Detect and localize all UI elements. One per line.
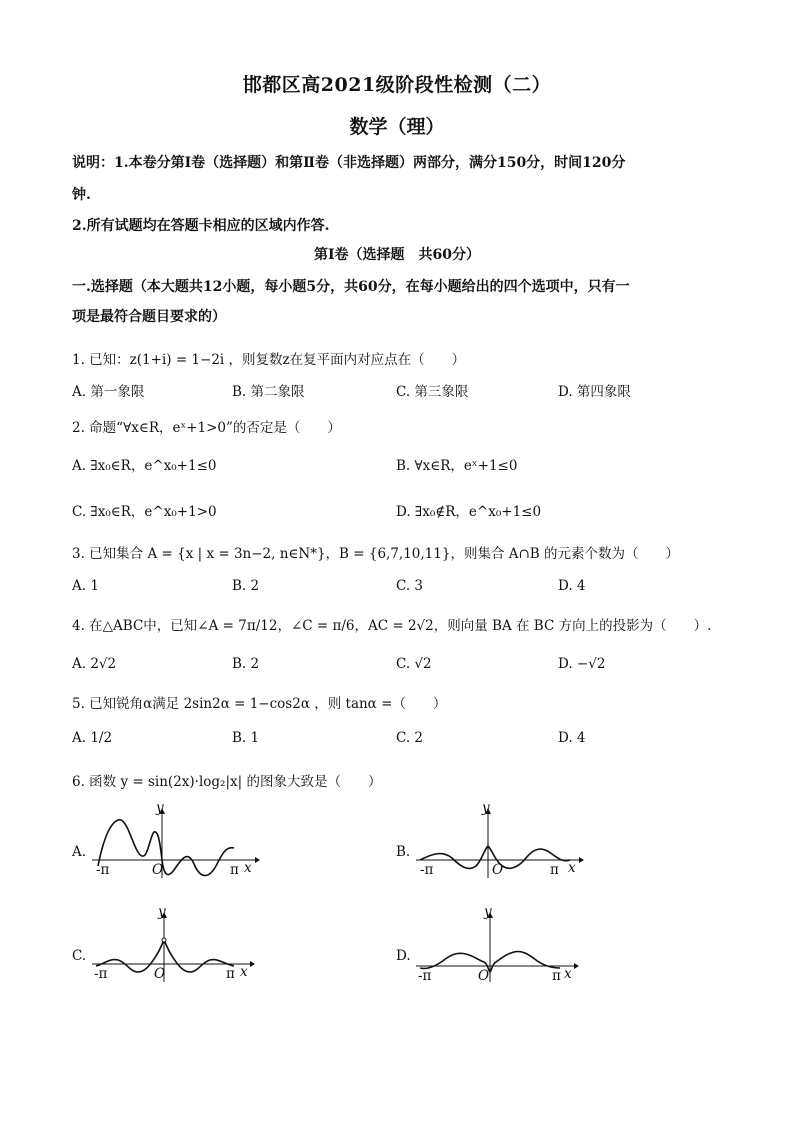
q6-option-a: A. — [72, 844, 87, 860]
graph-c-neg-pi-label: -π — [94, 966, 108, 982]
q3-option-a: A. 1 — [72, 578, 99, 594]
graph-b-origin-label: O — [492, 862, 504, 878]
graph-b-y-label: y — [482, 800, 490, 816]
q1-option-b: B. 第二象限 — [232, 384, 305, 400]
q1-option-c: C. 第三象限 — [396, 384, 469, 400]
q2-option-c: C. ∃x₀∈R，e^x₀+1>0 — [72, 504, 217, 520]
graph-d-y-label: y — [484, 904, 492, 920]
graph-a-x-arrow — [255, 857, 260, 863]
q2-option-b: B. ∀x∈R，eˣ+1≤0 — [396, 458, 518, 474]
q5-option-b: B. 1 — [232, 730, 260, 746]
graph-d-x-arrow — [574, 963, 579, 969]
graph-b-x-label: x — [568, 860, 576, 876]
question-1-stem: 1. 已知：z(1+i) = 1−2i ，则复数z在复平面内对应点在（ ） — [72, 352, 466, 368]
question-6-stem: 6. 函数 y = sin(2x)·log₂|x| 的图象大致是（ ） — [72, 774, 382, 790]
graph-b-x-arrow — [579, 857, 584, 863]
graph-a-pi-label: π — [230, 862, 239, 878]
graph-d — [414, 904, 584, 984]
q2-option-d: D. ∃x₀∉R，e^x₀+1≤0 — [396, 504, 542, 520]
q5-option-a: A. 1/2 — [72, 730, 113, 746]
graph-b-pi-label: π — [550, 862, 559, 878]
graph-a-curve — [98, 820, 234, 876]
graph-a-origin-label: O — [152, 862, 164, 878]
q2-option-a: A. ∃x₀∈R，e^x₀+1≤0 — [72, 458, 217, 474]
q3-option-d: D. 4 — [558, 578, 586, 594]
section-instruction-line-1: 一.选择题（本大题共12小题，每小题5分，共60分，在每小题给出的四个选项中，只有一 — [72, 279, 630, 295]
graph-d-pi-label: π — [552, 968, 561, 984]
graph-c-pi-label: π — [226, 966, 235, 982]
section-instruction-line-2: 项是最符合题目要求的） — [72, 309, 226, 325]
q5-option-d: D. 4 — [558, 730, 586, 746]
q6-option-d: D. — [396, 948, 411, 964]
q1-option-a: A. 第一象限 — [72, 384, 145, 400]
instructions-line-1: 说明：1.本卷分第Ⅰ卷（选择题）和第Ⅱ卷（非选择题）两部分，满分150分，时间120分 — [72, 155, 626, 171]
instructions-line-1b: 钟. — [72, 187, 91, 203]
question-3-stem: 3. 已知集合 A = {x | x = 3n−2, n∈N*}，B = {6,7,10,11}，则集合 A∩B 的元素个数为（ ） — [72, 546, 680, 562]
question-5-stem: 5. 已知锐角α满足 2sin2α = 1−cos2α ，则 tanα =（ ） — [72, 696, 447, 712]
graph-b-neg-pi-label: -π — [420, 862, 434, 878]
graph-d-origin-label: O — [478, 968, 490, 984]
q4-option-a: A. 2√2 — [72, 656, 117, 672]
instructions-line-2: 2.所有试题均在答题卡相应的区域内作答. — [72, 218, 330, 234]
graph-c-x-arrow — [250, 961, 255, 967]
q4-option-c: C. √2 — [396, 656, 432, 672]
exam-title: 邯都区高2021级阶段性检测（二） — [242, 74, 552, 96]
q5-option-c: C. 2 — [396, 730, 424, 746]
graph-a-x-label: x — [244, 860, 252, 876]
q3-option-c: C. 3 — [396, 578, 424, 594]
graph-c-y-label: y — [158, 904, 166, 920]
graph-a-neg-pi-label: -π — [96, 862, 110, 878]
graph-c-x-label: x — [240, 964, 248, 980]
graph-a-y-label: y — [156, 800, 164, 816]
q1-option-d: D. 第四象限 — [558, 384, 631, 400]
q6-option-c: C. — [72, 948, 87, 964]
part-one-heading: 第Ⅰ卷（选择题 共60分） — [313, 247, 481, 263]
graph-b — [414, 800, 584, 880]
graph-d-neg-pi-label: -π — [418, 968, 432, 984]
q3-option-b: B. 2 — [232, 578, 260, 594]
graph-c-open-point — [162, 938, 166, 942]
question-2-stem: 2. 命题“∀x∈R，eˣ+1>0”的否定是（ ） — [72, 420, 341, 436]
graph-c-origin-label: O — [154, 966, 166, 982]
q4-option-d: D. −√2 — [558, 656, 606, 672]
q4-option-b: B. 2 — [232, 656, 260, 672]
graph-c — [90, 904, 260, 984]
graph-d-x-label: x — [564, 966, 572, 982]
exam-subtitle: 数学（理） — [349, 116, 445, 138]
graph-a — [90, 800, 260, 880]
question-4-stem: 4. 在△ABC中，已知∠A = 7π/12，∠C = π/6，AC = 2√2，则向量 BA 在 BC 方向上的投影为（ ）. — [72, 618, 712, 634]
q6-option-b: B. — [396, 844, 411, 860]
